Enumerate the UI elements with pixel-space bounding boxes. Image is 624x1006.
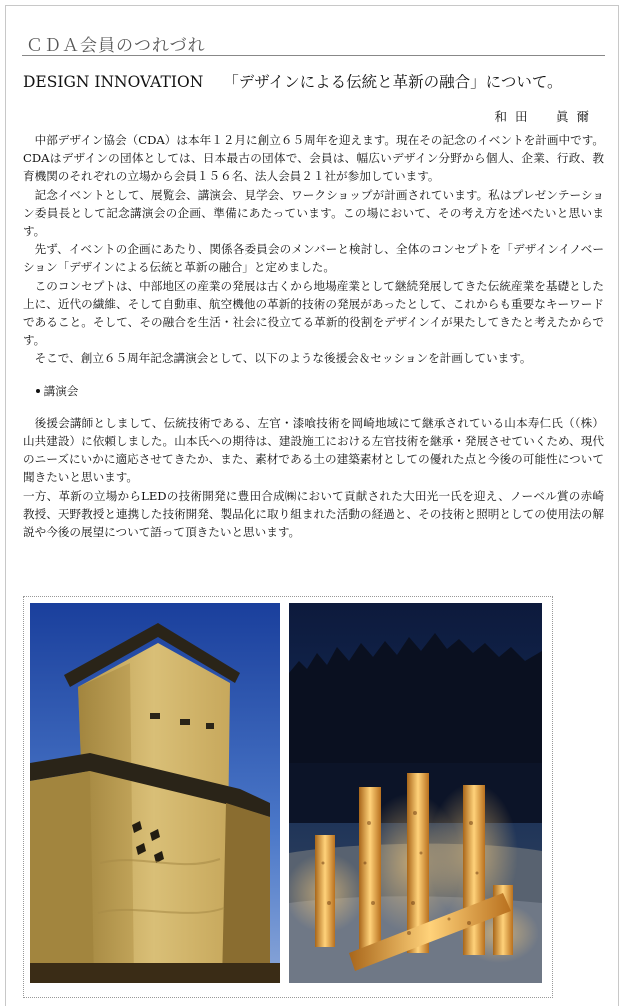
author-name: 和田 眞爾 [494, 109, 597, 124]
paragraph: そこで、創立６５周年記念講演会として、以下のような後援会＆セッションを計画しています。 [34, 351, 532, 366]
article-body [23, 131, 604, 541]
section-title: ＣＤＡ会員のつれづれ [26, 36, 206, 56]
plaster-building-photo [30, 603, 280, 983]
led-lantern-photo [289, 603, 542, 983]
paragraph: 一方、革新の立場からLEDの技術開発に豊田合成㈱において貢献された大田光一氏を迎え、ノーベル賞の赤崎教授、天野教授と連携した技術開発、製品化に取り組まれた活動の経過と、その技術と照明としての使用法の解説や今後の展望について語って頂きたいと思います。 [23, 488, 604, 540]
paragraph: 記念イベントとして、展覧会、講演会、見学会、ワークショップが計画されています。私はプレゼンテーション委員長として記念講演会の企画、準備にあたっています。この場において、その考え方を述べたいと思います。 [23, 187, 604, 239]
paragraph: 中部デザイン協会（CDA）は本年１２月に創立６５周年を迎えます。現在その記念のイベントを計画中です。CDAはデザインの団体としては、日本最古の団体で、会員は、幅広いデザイン分野から個人、企業、行政、教育機関のそれぞれの立場から会員１５６名、法人会員２１社が参加しています。 [23, 133, 604, 184]
article-title-jp: 「デザインによる伝統と革新の融合」について。 [223, 73, 563, 91]
paragraph: 後援会講師としまして、伝統技術である、左官・漆喰技術を岡崎地域にて継承されている山本寿仁氏（（株）山共建設）に依頼しました。山本氏への期待は、建設施工における左官技術を継承・発展させていくため、現代のニーズにいかに適応させてきたか、また、素材である土の建築素材としての優れた点と今後の可能性について聞きたいと思います。 [23, 415, 604, 485]
paragraph: このコンセプトは、中部地区の産業の発展は古くから地場産業として継続発展してきた伝統産業を基礎とした上に、近代の繊維、そして自動車、航空機他の革新的技術の発展があったとして、これからも重要なキーワードであること。そして、その融合を生活・社会に役立てる革新的役割をデザインイが果たしてきたと考えたからです。 [23, 278, 604, 348]
bullet-icon [36, 389, 40, 393]
paragraph: 先ず、イベントの企画にあたり、関係各委員会のメンバーと検討し、全体のコンセプトを「デザインイノベーション「デザインによる伝統と革新の融合」と定めました。 [23, 242, 604, 275]
photo-gallery [23, 596, 553, 998]
lecture-subhead-label: 講演会 [43, 383, 79, 398]
article-title-en: DESIGN INNOVATION [23, 73, 204, 91]
article-title [23, 70, 603, 92]
title-divider [22, 55, 605, 56]
lecture-subhead [23, 382, 604, 400]
